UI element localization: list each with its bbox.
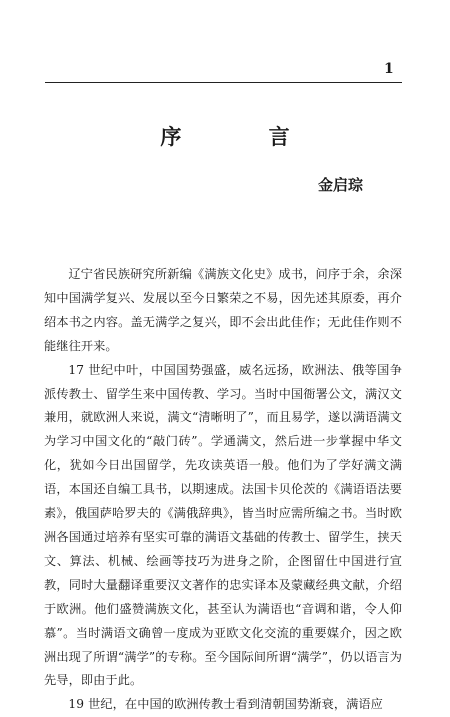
author-name: 金启琮 bbox=[318, 176, 364, 194]
paragraph-1: 辽宁省民族研究所新编《满族文化史》成书，问序于余，余深知中国满学复兴、发展以至今日繁荣之不易，因先述其原委，再介绍本书之内容。盖无满学之复兴，即不会出此佳作；无此佳作则不能继往开来。 bbox=[44, 267, 402, 353]
header-rule bbox=[45, 82, 402, 83]
body-text bbox=[44, 263, 402, 717]
paragraph-2: 17 世纪中叶，中国国势强盛，威名远扬，欧洲法、俄等国争派传教士、留学生来中国传教、学习。当时中国衙署公文，满汉文兼用，就欧洲人来说，满文“清晰明了”，而且易学，遂以满语满文为学习中国文化的“敲门砖”。学通满文，然后进一步掌握中华文化，犹如今日出国留学，先攻读英语一般。他们为了学好满文满语，本国还自编工具书，以期速成。法国卡贝伦茨的《满语语法要素》，俄国萨哈罗夫的《满俄辞典》，皆当时应需所编之书。当时欧洲各国通过培养有坚实可靠的满语文基础的传教士、留学生，挟天文、算法、机械、绘画等技巧为进身之阶，企图留仕中国进行宣教，同时大量翻译重要汉文著作的忠实译本及蒙藏经典文献，介绍于欧洲。他们盛赞满族文化，甚至认为满语也“音调和谐，令人仰慕”。当时满语文确曾一度成为亚欧文化交流的重要媒介，因之欧洲出现了所谓“满学”的专称。至今国际间所谓“满学”，仍以语言为先导，即由于此。 bbox=[44, 362, 402, 688]
page-title: 序 言 bbox=[160, 124, 330, 149]
paragraph-3: 19 世纪，在中国的欧洲传教士看到清朝国势渐衰，满语应 bbox=[68, 697, 383, 712]
page-number: 1 bbox=[384, 61, 394, 77]
